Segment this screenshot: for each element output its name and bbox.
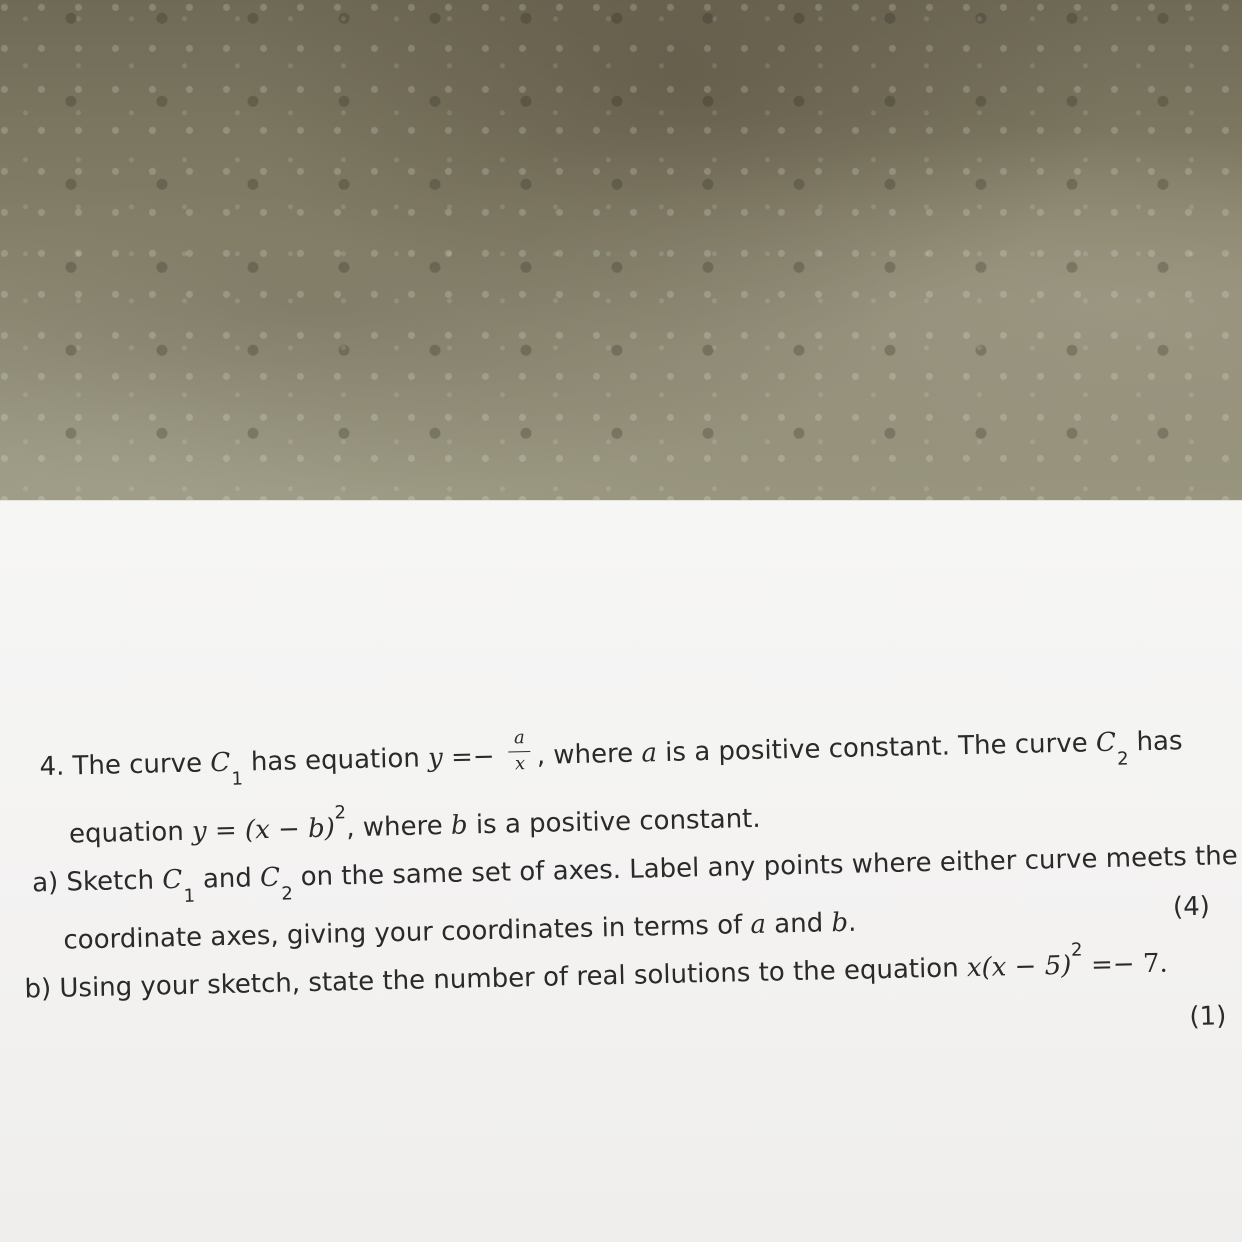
subscript-1: 1	[231, 768, 244, 790]
var-a: a	[641, 738, 658, 769]
subscript-1: 1	[183, 885, 196, 907]
fraction-bar	[509, 750, 531, 751]
text: and	[765, 908, 832, 940]
curve-c2: C	[259, 862, 281, 894]
question-number: 4.	[39, 751, 65, 783]
text: .	[847, 907, 857, 938]
text: , where	[346, 810, 452, 844]
comma: ,	[536, 740, 546, 771]
text: is a positive constant.	[467, 803, 761, 841]
superscript-2: 2	[1070, 939, 1083, 961]
question-line-1	[39, 725, 1183, 790]
equation-c2: y = (x − b)	[191, 813, 336, 847]
text: where	[544, 738, 642, 771]
var-a: a	[750, 909, 767, 941]
part-b-line	[24, 939, 1169, 1009]
part-a-marks: (4)	[1172, 891, 1211, 923]
fraction-denominator: x	[514, 752, 526, 774]
curve-c1: C	[161, 864, 183, 896]
equation-b: x(x − 5)	[966, 950, 1072, 984]
text: and	[194, 863, 261, 895]
curve-c2: C	[1095, 727, 1117, 759]
fraction-numerator: a	[513, 726, 526, 748]
var-y: y	[427, 742, 444, 774]
fraction-a-over-x	[506, 726, 533, 774]
curve-c1: C	[209, 747, 231, 779]
text: on the same set of axes. Label any points where either curve meets the	[292, 840, 1239, 893]
var-b: b	[450, 810, 468, 841]
text: has equation	[242, 743, 429, 778]
text: b) Using your sketch, state the number of real solutions to the equation	[24, 953, 968, 1005]
text: is a positive constant. The curve	[656, 728, 1097, 769]
text: equation	[68, 816, 193, 850]
subscript-2: 2	[281, 883, 294, 905]
text: The curve	[72, 748, 211, 782]
question-line-2	[69, 803, 761, 854]
var-b: b	[831, 907, 849, 939]
text: a) Sketch	[31, 865, 163, 899]
subscript-2: 2	[1116, 748, 1129, 770]
equation-b-rhs: =− 7.	[1082, 948, 1169, 981]
equals-minus: =−	[442, 741, 504, 773]
part-b-marks: (1)	[1189, 1001, 1227, 1033]
text: has	[1127, 726, 1183, 758]
superscript-2: 2	[334, 802, 347, 824]
text: coordinate axes, giving your coordinates in terms of	[63, 910, 751, 956]
part-a-line-2	[63, 907, 857, 957]
